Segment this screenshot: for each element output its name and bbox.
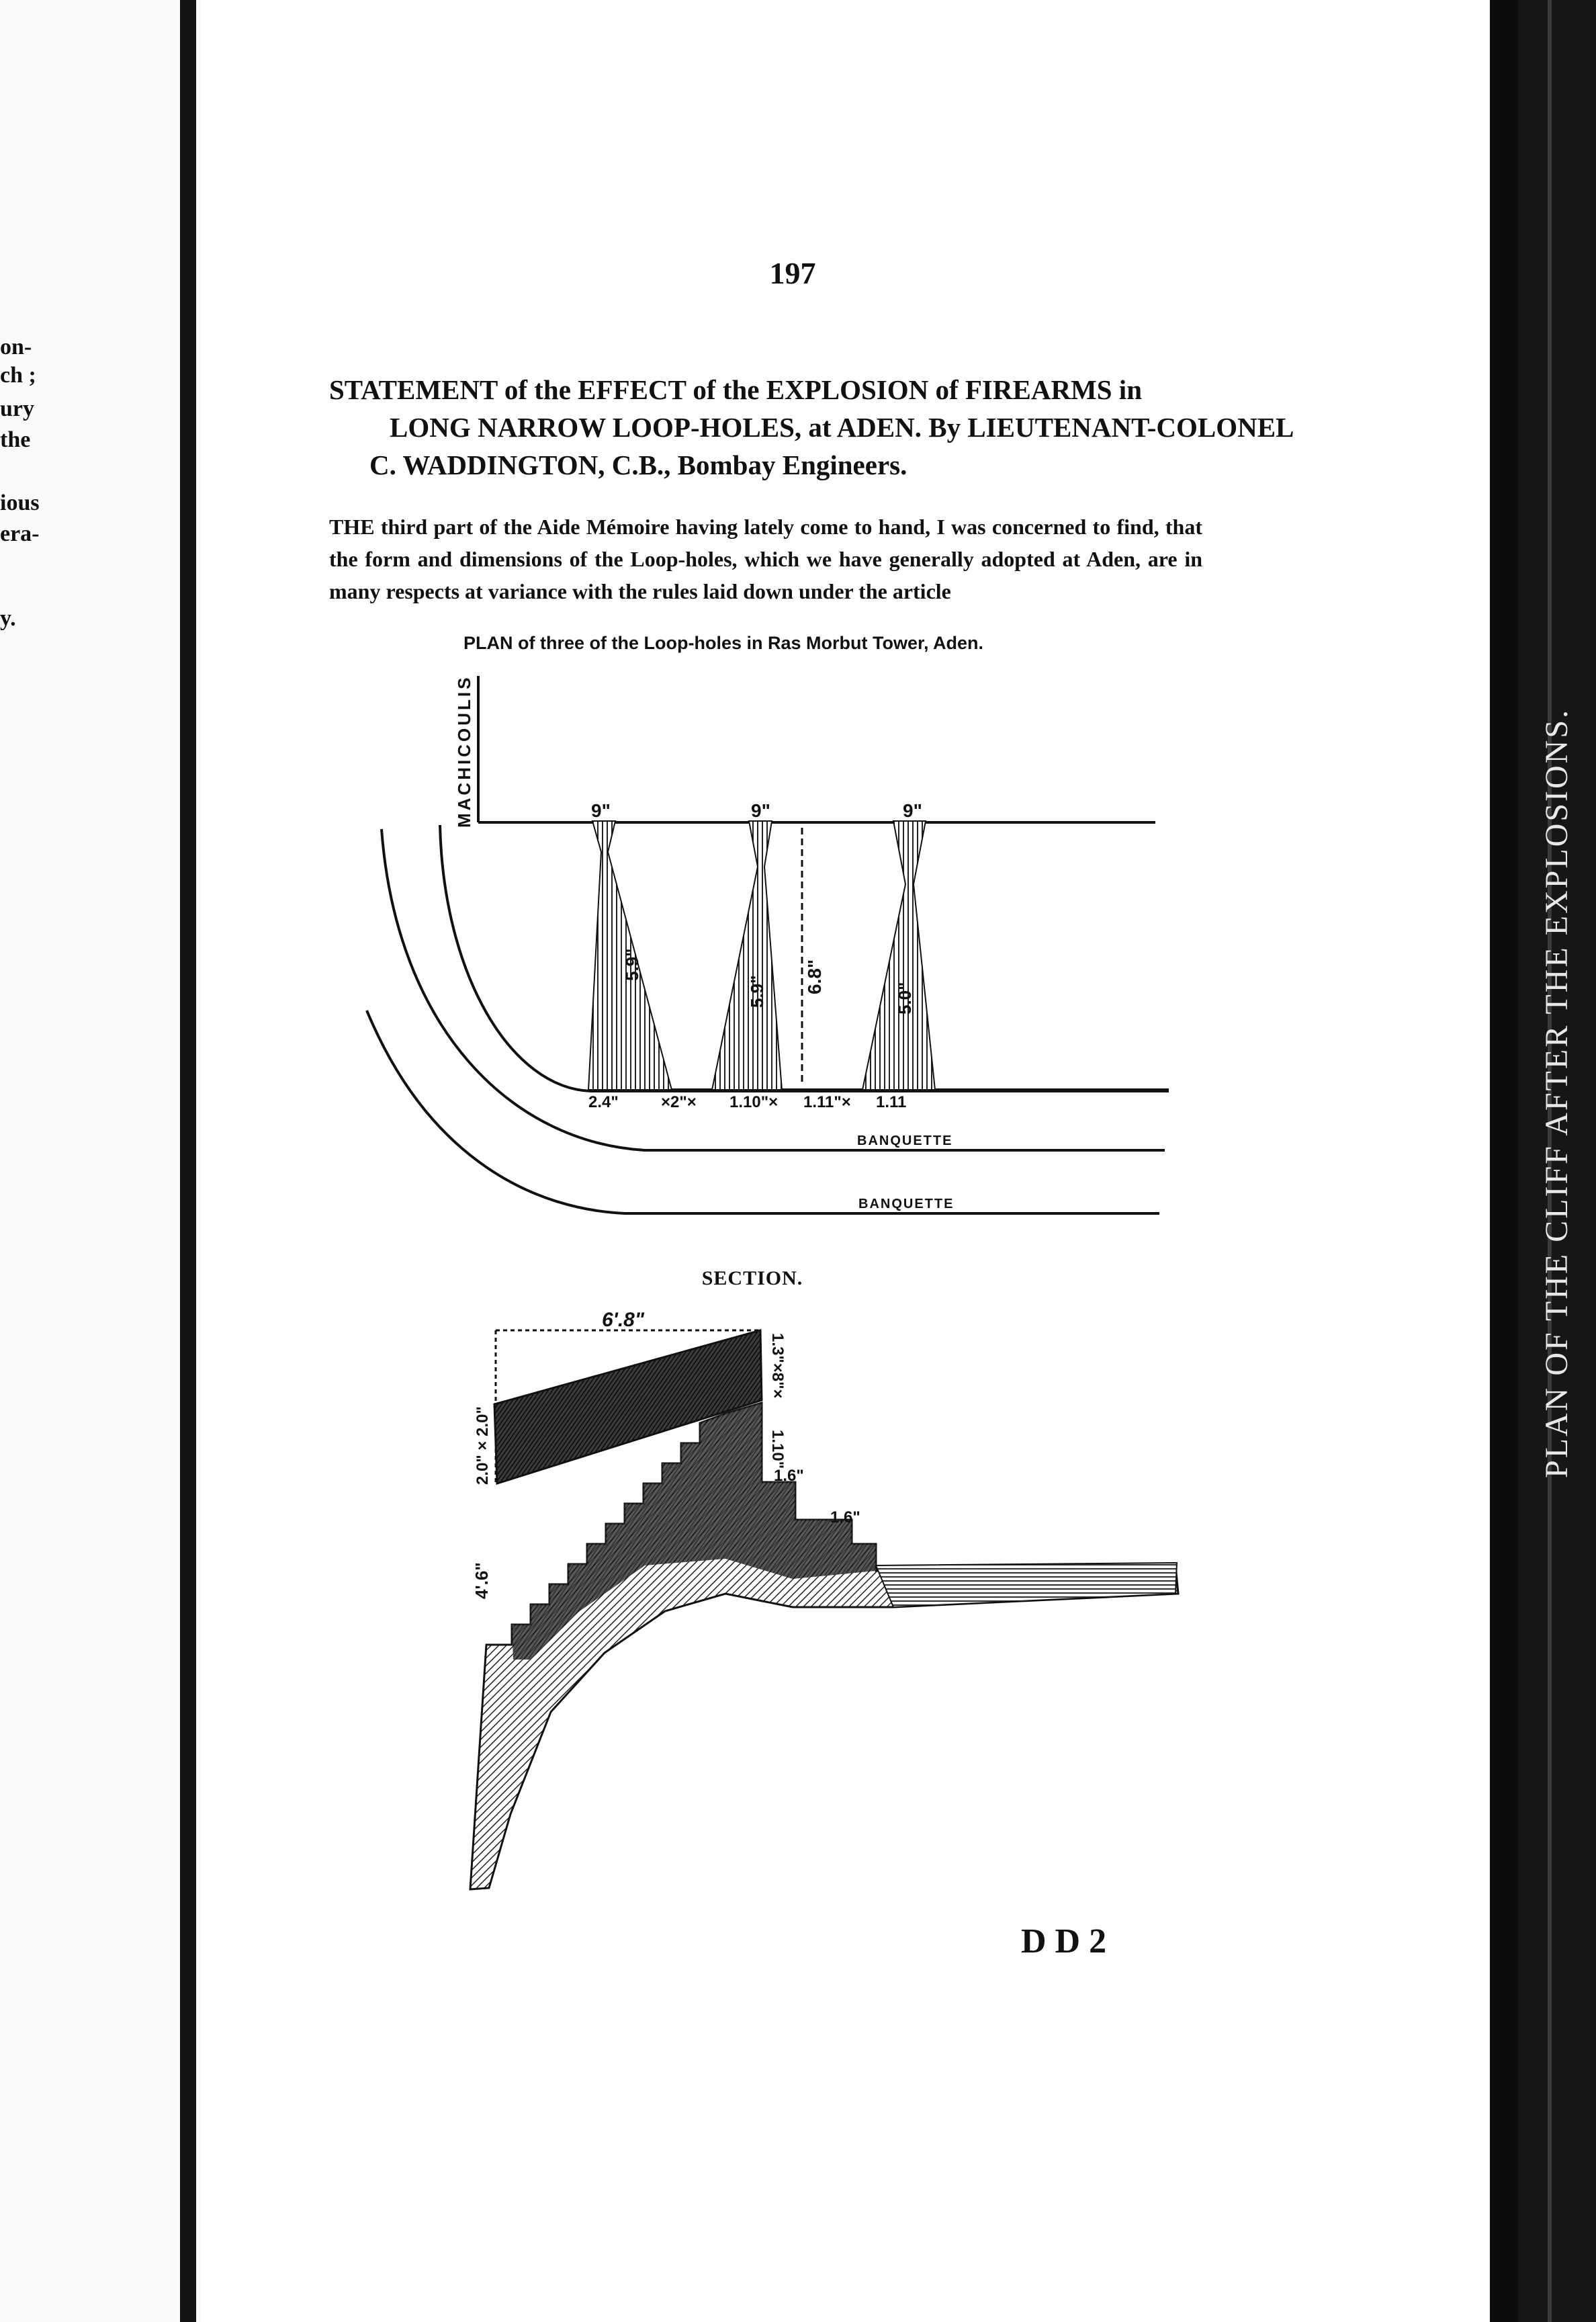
loophole-width-label: 9" [751,800,770,821]
left-page-fragment: ury [0,396,34,421]
step-dimension: 1.6" [830,1508,860,1526]
banquette-label: BANQUETTE [858,1197,955,1211]
heading-line: LONG NARROW LOOP-HOLES, at ADEN. By LIEUTENANT-COLONEL [390,412,1294,443]
section-left-dimension: 2.0" × 2.0" [474,1406,492,1485]
left-page-fragment: the [0,427,31,452]
signature-mark: D D 2 [1021,1922,1107,1961]
left-page-fragment: era- [0,521,40,546]
heading-line: C. WADDINGTON, C.B., Bombay Engineers. [369,449,907,480]
section-drawing [470,1309,1178,1889]
left-page-fragment: ch ; [0,363,36,388]
heading-line: STATEMENT of the EFFECT of the EXPLOSION of FIREARMS in [329,374,1143,405]
base-dimension-label: ×2"× [661,1093,697,1111]
base-dimension-label: 1.11 [876,1093,907,1111]
left-page-fragment: y. [0,606,16,631]
plan-caption: PLAN of three of the Loop-holes in Ras Morbut Tower, Aden. [463,633,983,653]
page-number: 197 [769,256,816,290]
section-right-dimension: 1.10" [768,1430,787,1469]
section-left-dimension: 4'.6" [472,1562,492,1599]
banquette-label: BANQUETTE [857,1133,953,1148]
section-caption: SECTION. [701,1267,803,1289]
step-dimension: 1.6" [774,1467,804,1485]
body-paragraph: THE third part of the Aide Mémoire having lately come to hand, I was concerned to find, that the form and dimensions of the Loop-holes, which we have generally adopted at Aden, are in many respects at variance with the rules laid down under the article [329,515,1202,603]
loophole-length-label: 5.0" [895,982,915,1015]
loophole-width-label: 9" [903,800,922,821]
foldout-label: PLAN OF THE CLIFF AFTER THE EXPLOSIONS. [1539,707,1575,1478]
base-dimension-label: 1.10"× [729,1093,779,1111]
left-page-fragment: on- [0,335,32,359]
loophole-length-label: 5.9" [622,948,642,981]
base-dimension-label: 2.4" [588,1093,619,1111]
left-page-fragment: ious [0,490,40,515]
loophole-length-label: 5.9" [747,975,767,1008]
section-top-dimension: 6'.8" [602,1309,645,1331]
plan-drawing [367,675,1169,1213]
loophole-width-label: 9" [591,800,611,821]
machicoulis-label: MACHICOULIS [454,675,474,828]
base-dimension-label: 1.11"× [803,1093,851,1111]
section-right-dimension: 1.3"×8"× [768,1333,787,1399]
depth-label: 6.8" [804,959,825,994]
